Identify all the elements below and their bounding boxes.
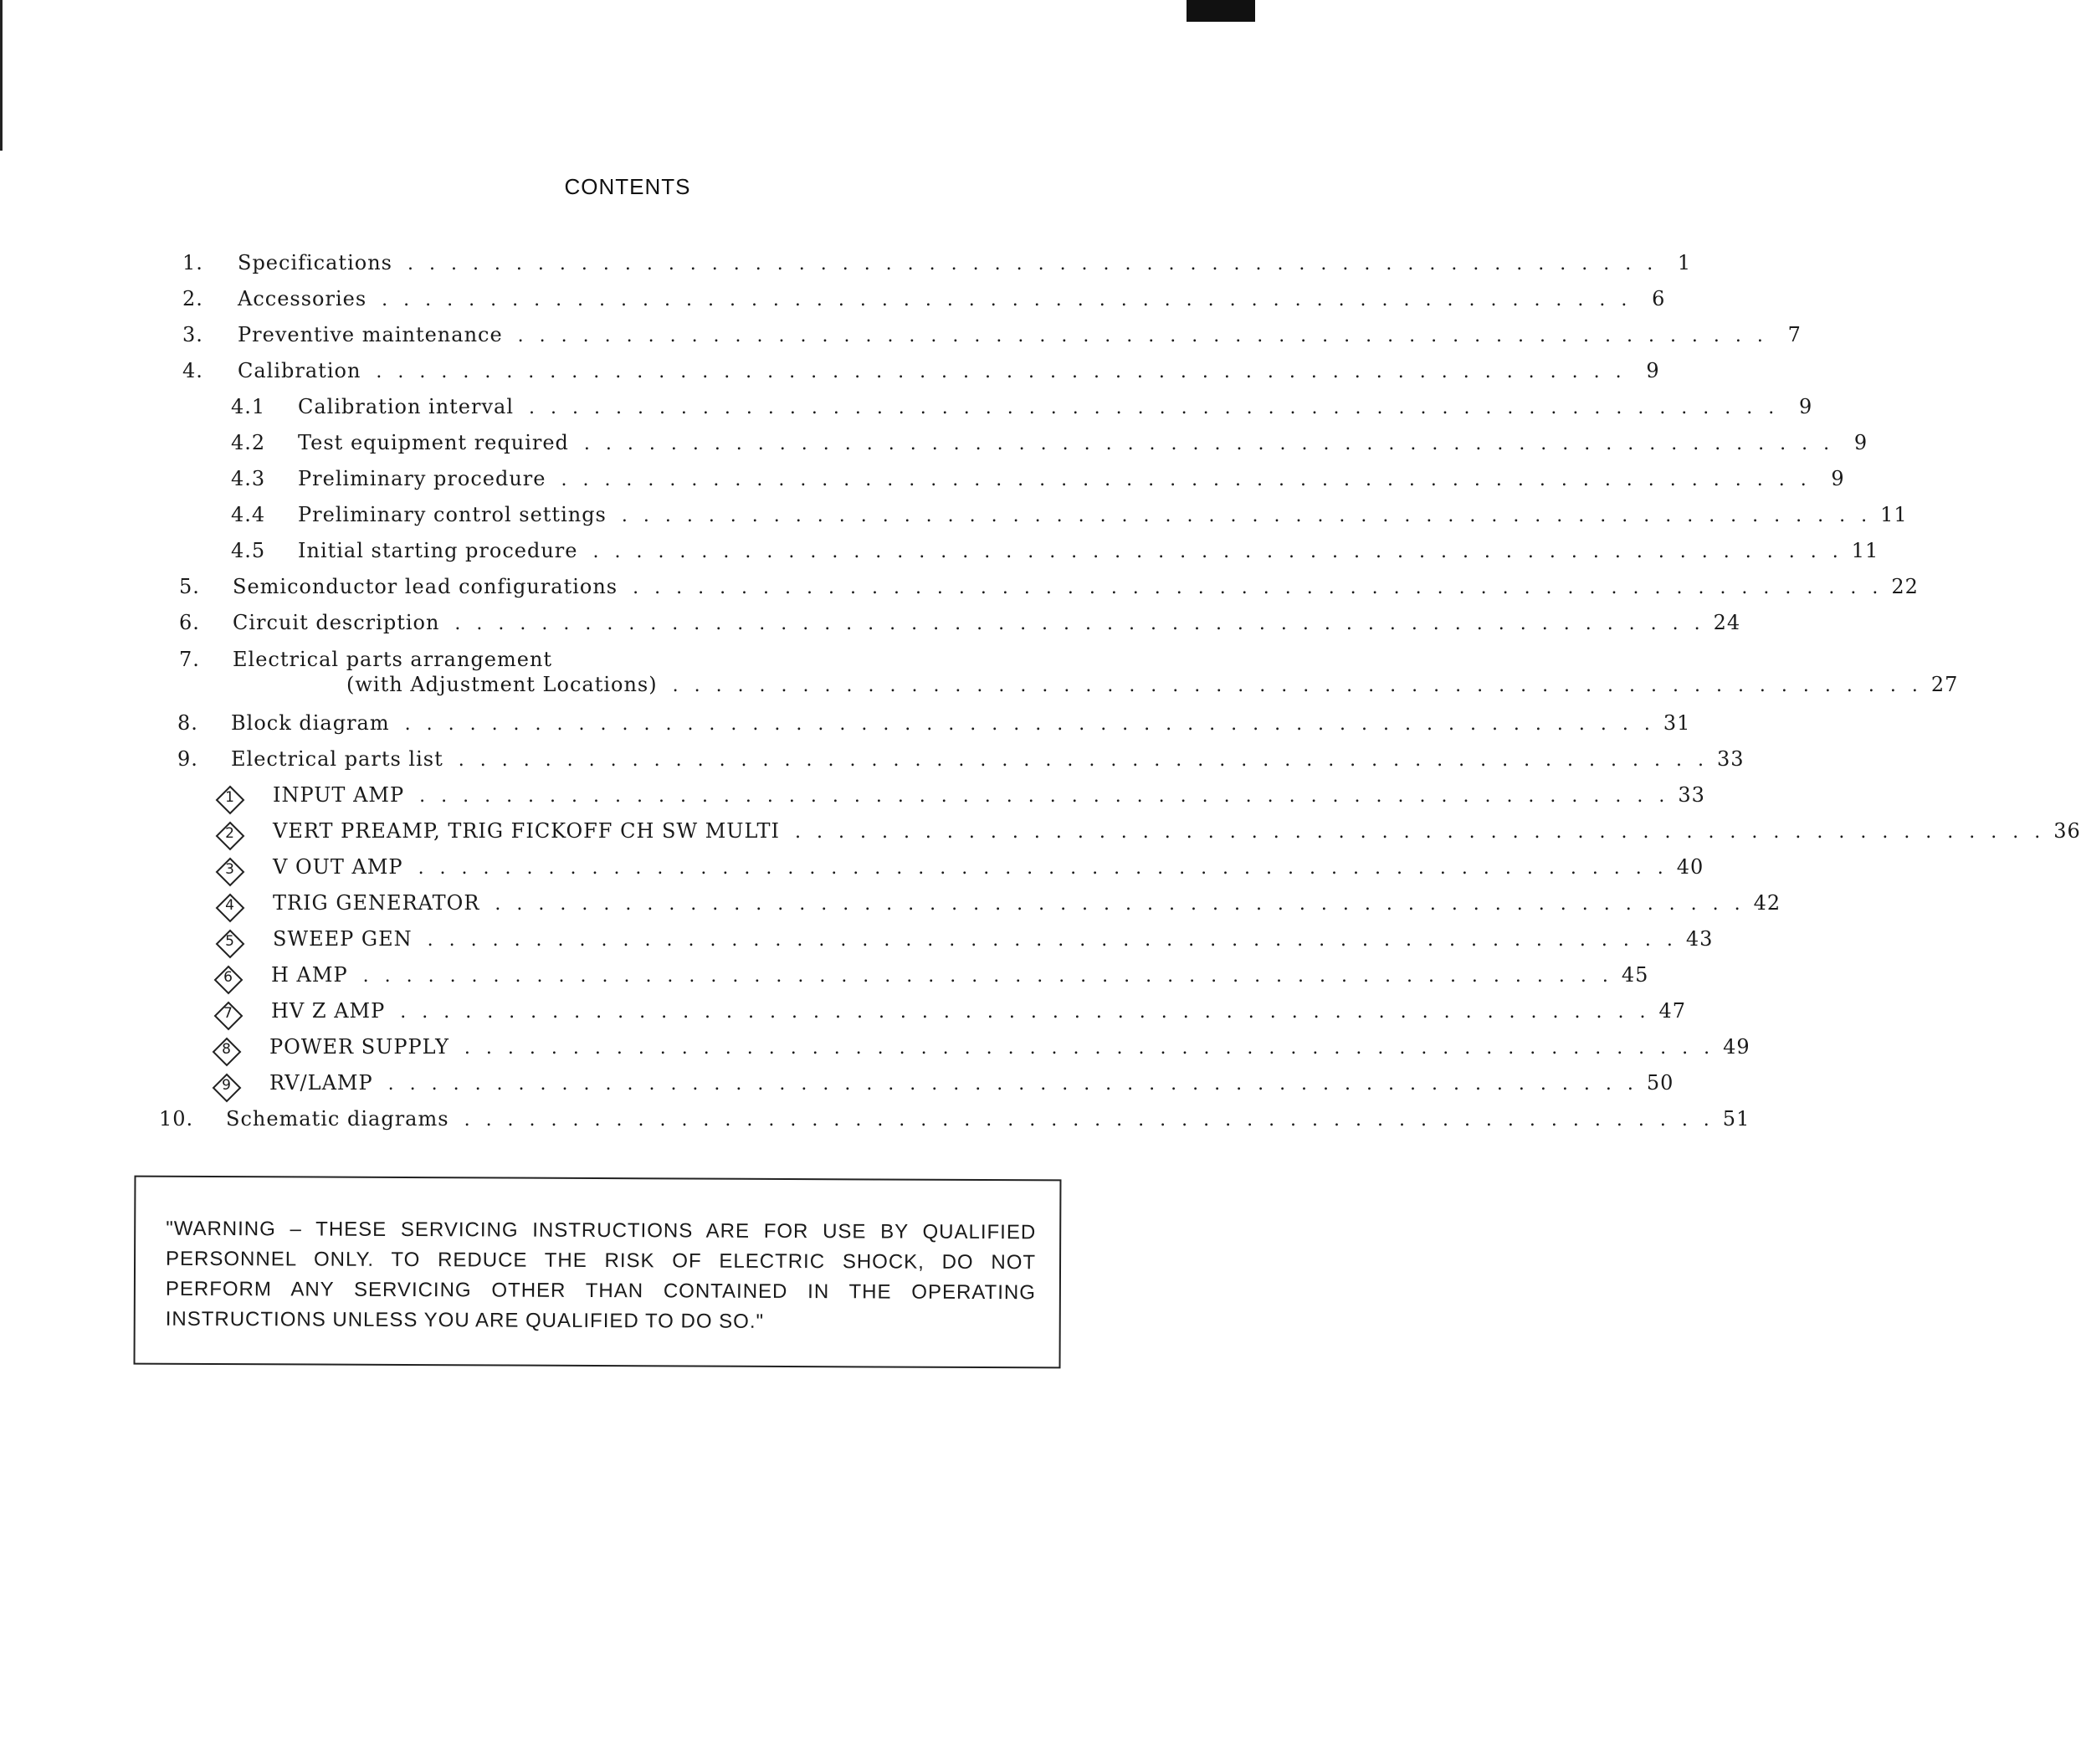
toc-entry	[182, 359, 1660, 392]
diamond-number-icon: 9	[213, 1074, 241, 1102]
toc-entry-page: 1	[1677, 251, 1692, 274]
toc-entry-number: 10.	[159, 1107, 194, 1131]
toc-entry-label: Specifications	[238, 251, 392, 274]
diamond-number-icon: 3	[216, 858, 244, 886]
diamond-number-icon: 1	[216, 786, 244, 814]
toc-entry-page: 27	[1930, 673, 1959, 696]
diamond-number-icon: 8	[213, 1038, 241, 1066]
toc-entry-label: Calibration	[238, 359, 361, 382]
toc-entry-label: INPUT AMP	[273, 783, 405, 807]
dot-leader: . . . . . . . . . . . . . . . . . . . . . . . . . . . . . . . . . . . . . . . . . . . . . . . . . . . . . . . . . .	[419, 786, 1670, 807]
dot-leader: . . . . . . . . . . . . . . . . . . . . . . . . . . . . . . . . . . . . . . . . . . . . . . . . . . . . . . . . . .	[529, 397, 1780, 418]
toc-entry-page: 45	[1621, 963, 1649, 987]
toc-entry-page: 6	[1652, 287, 1666, 310]
dot-leader: . . . . . . . . . . . . . . . . . . . . . . . . . . . . . . . . . . . . . . . . . . . . . . . . . . . . . . . . . .	[418, 858, 1668, 879]
toc-entry-number: 4.2	[231, 431, 266, 454]
dot-leader: . . . . . . . . . . . . . . . . . . . . . . . . . . . . . . . . . . . . . . . . . . . . . . . . . . . . . . . . . .	[454, 613, 1705, 634]
toc-entry-page: 9	[1831, 467, 1845, 490]
toc-entry-number: 7.	[179, 648, 200, 671]
toc-entry-page: 51	[1722, 1107, 1750, 1131]
toc-entry-number: 4.3	[231, 467, 266, 490]
toc-subentry	[231, 395, 1813, 428]
toc-entry-page: 11	[1851, 539, 1879, 562]
toc-entry-page: 9	[1798, 395, 1813, 418]
toc-entry-page: 9	[1853, 431, 1868, 454]
toc-entry	[179, 648, 552, 671]
toc-entry-page: 36	[2053, 819, 2081, 843]
toc-entry	[182, 323, 1802, 356]
dot-leader: . . . . . . . . . . . . . . . . . . . . . . . . . . . . . . . . . . . . . . . . . . . . . . . . . . . . . . . . . .	[427, 930, 1678, 951]
toc-subentry	[231, 539, 1879, 572]
toc-entry-label-continued: (with Adjustment Locations)	[346, 673, 658, 696]
toc-board-entry	[216, 819, 2081, 853]
diamond-number-icon: 4	[216, 894, 244, 922]
toc-entry	[182, 251, 1692, 285]
toc-entry-page: 11	[1880, 503, 1908, 526]
toc-entry-label: Initial starting procedure	[298, 539, 578, 562]
dot-leader: . . . . . . . . . . . . . . . . . . . . . . . . . . . . . . . . . . . . . . . . . . . . . . . . . . . . . . . . . .	[633, 577, 1884, 598]
toc-entry-label: VERT PREAMP, TRIG FICKOFF CH SW MULTI	[273, 819, 781, 843]
toc-entry-number: 5.	[179, 575, 200, 598]
toc-entry-label: Preliminary control settings	[298, 503, 607, 526]
toc-entry-label: Circuit description	[233, 611, 440, 634]
toc-entry-continuation	[346, 673, 1959, 706]
warning-box	[134, 1176, 1062, 1369]
toc-subentry	[231, 467, 1845, 500]
toc-entry-label: Calibration interval	[298, 395, 515, 418]
toc-entry-page: 33	[1678, 783, 1705, 807]
toc-entry-page: 31	[1663, 711, 1691, 735]
toc-entry-label: Schematic diagrams	[226, 1107, 449, 1131]
toc-board-entry	[216, 927, 1714, 961]
toc-subentry	[231, 503, 1908, 536]
toc-entry-number: 4.1	[231, 395, 266, 418]
dot-leader: . . . . . . . . . . . . . . . . . . . . . . . . . . . . . . . . . . . . . . . . . . . . . . . . . . . . . . . . . .	[387, 1074, 1638, 1095]
diamond-number-icon: 5	[216, 930, 244, 958]
toc-entry-page: 9	[1646, 359, 1660, 382]
toc-entry	[182, 287, 1666, 320]
toc-entry	[179, 611, 1741, 644]
toc-board-entry	[216, 891, 1781, 925]
toc-entry-label: Preliminary procedure	[298, 467, 546, 490]
dot-leader: . . . . . . . . . . . . . . . . . . . . . . . . . . . . . . . . . . . . . . . . . . . . . . . . . . . . . . . . . .	[400, 1002, 1651, 1023]
toc-entry-number: 8.	[177, 711, 198, 735]
dot-leader: . . . . . . . . . . . . . . . . . . . . . . . . . . . . . . . . . . . . . . . . . . . . . . . . . . . . . . . . . .	[407, 254, 1658, 274]
toc-entry-label: Electrical parts list	[231, 747, 443, 771]
dot-leader: . . . . . . . . . . . . . . . . . . . . . . . . . . . . . . . . . . . . . . . . . . . . . . . . . . . . . . . . . .	[583, 433, 1835, 454]
toc-entry-label: POWER SUPPLY	[269, 1035, 449, 1059]
toc-entry-label: SWEEP GEN	[273, 927, 413, 951]
toc-entry-number: 4.	[182, 359, 203, 382]
toc-entry-number: 4.4	[231, 503, 266, 526]
toc-entry-page: 7	[1787, 323, 1802, 346]
toc-board-entry	[216, 855, 1704, 889]
toc-entry-label: HV Z AMP	[271, 999, 386, 1023]
toc-entry-page: 49	[1723, 1035, 1750, 1059]
toc-entry-number: 1.	[182, 251, 203, 274]
toc-entry-page: 33	[1716, 747, 1745, 771]
toc-board-entry	[214, 999, 1687, 1033]
toc-entry-page: 47	[1658, 999, 1687, 1023]
dot-leader: . . . . . . . . . . . . . . . . . . . . . . . . . . . . . . . . . . . . . . . . . . . . . . . . . . . . . . . . . .	[517, 326, 1768, 346]
dot-leader: . . . . . . . . . . . . . . . . . . . . . . . . . . . . . . . . . . . . . . . . . . . . . . . . . . . . . . . . . .	[495, 894, 1745, 915]
toc-entry-label: TRIG GENERATOR	[273, 891, 480, 915]
toc-entry-label: RV/LAMP	[269, 1071, 373, 1095]
dot-leader: . . . . . . . . . . . . . . . . . . . . . . . . . . . . . . . . . . . . . . . . . . . . . . . . . . . . . . . . . .	[362, 966, 1613, 987]
toc-entry-label: Test equipment required	[298, 431, 569, 454]
toc-entry-label: Accessories	[238, 287, 367, 310]
diamond-number-icon: 7	[214, 1002, 243, 1030]
toc-entry-number: 2.	[182, 287, 203, 310]
dot-leader: . . . . . . . . . . . . . . . . . . . . . . . . . . . . . . . . . . . . . . . . . . . . . . . . . . . . . . . . . .	[376, 362, 1627, 382]
toc-entry-label: Preventive maintenance	[238, 323, 503, 346]
dot-leader: . . . . . . . . . . . . . . . . . . . . . . . . . . . . . . . . . . . . . . . . . . . . . . . . . . . . . . . . . .	[382, 290, 1633, 310]
toc-entry-page: 43	[1685, 927, 1714, 951]
toc-entry-number: 3.	[182, 323, 203, 346]
toc-entry-number: 4.5	[231, 539, 266, 562]
toc-entry-label: H AMP	[271, 963, 348, 987]
dot-leader: . . . . . . . . . . . . . . . . . . . . . . . . . . . . . . . . . . . . . . . . . . . . . . . . . . . . . . . . . .	[592, 541, 1843, 562]
toc-entry-label: Electrical parts arrangement	[233, 648, 553, 671]
toc-entry-page: 42	[1753, 891, 1781, 915]
toc-entry	[177, 747, 1745, 781]
toc-entry-number: 9.	[177, 747, 198, 771]
dot-leader: . . . . . . . . . . . . . . . . . . . . . . . . . . . . . . . . . . . . . . . . . . . . . . . . . . . . . . . . . .	[561, 469, 1812, 490]
page-title: CONTENTS	[564, 174, 691, 199]
diamond-number-icon: 2	[216, 822, 244, 850]
toc-entry-number: 6.	[179, 611, 200, 634]
dot-leader: . . . . . . . . . . . . . . . . . . . . . . . . . . . . . . . . . . . . . . . . . . . . . . . . . . . . . . . . . .	[458, 750, 1709, 771]
toc-entry-label: Semiconductor lead configurations	[233, 575, 618, 598]
toc-entry	[177, 711, 1691, 745]
toc-entry	[179, 575, 1919, 608]
toc-entry-label: V OUT AMP	[273, 855, 403, 879]
toc-entry-label: Block diagram	[231, 711, 390, 735]
toc-entry-page: 24	[1713, 611, 1741, 634]
dot-leader: . . . . . . . . . . . . . . . . . . . . . . . . . . . . . . . . . . . . . . . . . . . . . . . . . . . . . . . . . .	[464, 1038, 1715, 1059]
toc-entry-page: 22	[1891, 575, 1919, 598]
dot-leader: . . . . . . . . . . . . . . . . . . . . . . . . . . . . . . . . . . . . . . . . . . . . . . . . . . . . . . . . . .	[404, 714, 1655, 735]
toc-board-entry	[213, 1035, 1750, 1069]
diamond-number-icon: 6	[214, 966, 243, 994]
dot-leader: . . . . . . . . . . . . . . . . . . . . . . . . . . . . . . . . . . . . . . . . . . . . . . . . . . . . . . . . . .	[672, 675, 1923, 696]
warning-text: "WARNING – THESE SERVICING INSTRUCTIONS ARE FOR USE BY QUALIFIED PERSONNEL ONLY. TO REDUCE THE RISK OF ELECTRIC SHOCK, DO NOT PERFORM ANY SERVICING OTHER THAN CONTAINED IN THE OPERATING INSTRUCTIONS UNLESS YOU ARE QUALIFIED TO DO SO."	[165, 1217, 1037, 1333]
dot-leader: . . . . . . . . . . . . . . . . . . . . . . . . . . . . . . . . . . . . . . . . . . . . . . . . . . . . . . . . . .	[621, 505, 1873, 526]
dot-leader: . . . . . . . . . . . . . . . . . . . . . . . . . . . . . . . . . . . . . . . . . . . . . . . . . . . . . . . . . .	[795, 822, 2046, 843]
toc-subentry	[231, 431, 1868, 464]
toc-board-entry	[214, 963, 1649, 997]
toc-entry	[159, 1107, 1750, 1141]
toc-board-entry	[213, 1071, 1674, 1105]
toc-entry-page: 40	[1676, 855, 1704, 879]
dot-leader: . . . . . . . . . . . . . . . . . . . . . . . . . . . . . . . . . . . . . . . . . . . . . . . . . . . . . . . . . .	[464, 1110, 1715, 1131]
toc-board-entry	[216, 783, 1705, 817]
toc-entry-page: 50	[1646, 1071, 1674, 1095]
